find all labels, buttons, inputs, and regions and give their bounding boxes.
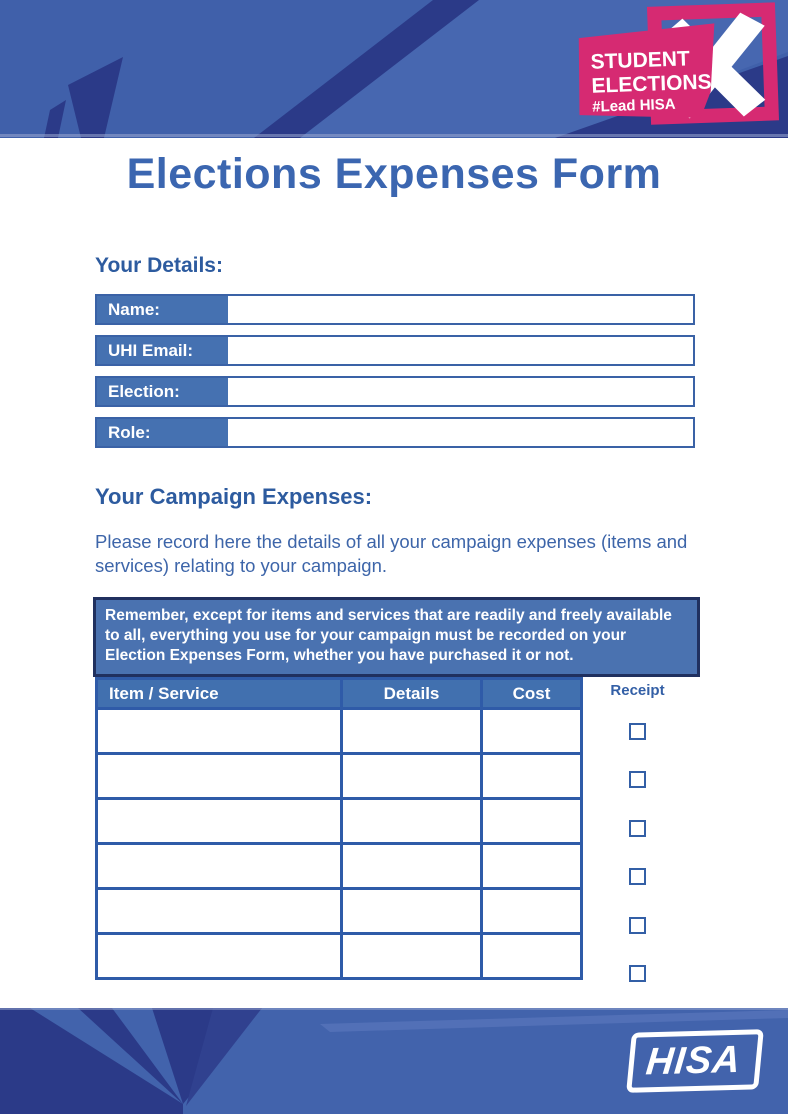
expenses-reminder-box: Remember, except for items and services that are readily and freely available to all, everything you use for your campaign must be recorded on your Election Expenses Form, whether you have purchased it or not.: [93, 597, 700, 677]
field-label-name: Name:: [97, 296, 228, 323]
field-label-uhi-email: UHI Email:: [97, 337, 228, 364]
receipt-column-header: Receipt: [610, 682, 665, 699]
expense-cell-details[interactable]: [342, 934, 482, 979]
receipt-checkbox[interactable]: [629, 820, 646, 837]
expense-cell-details[interactable]: [342, 754, 482, 799]
expenses-intro-text: Please record here the details of all your campaign expenses (items and services) relating to your campaign.: [95, 531, 688, 576]
receipt-checkbox[interactable]: [629, 771, 646, 788]
expense-cell-item-service[interactable]: [97, 889, 342, 934]
expense-cell-cost[interactable]: [482, 934, 582, 979]
expense-row: [97, 709, 582, 754]
column-header-details: Details: [342, 679, 482, 709]
expense-cell-item-service[interactable]: [97, 754, 342, 799]
receipt-checkbox[interactable]: [629, 723, 646, 740]
column-header-cost: Cost: [482, 679, 582, 709]
expense-cell-item-service[interactable]: [97, 799, 342, 844]
expense-cell-cost[interactable]: [482, 799, 582, 844]
logo-text-student: STUDENT: [590, 47, 691, 74]
expense-cell-details[interactable]: [342, 799, 482, 844]
expense-cell-details[interactable]: [342, 844, 482, 889]
expense-cell-item-service[interactable]: [97, 709, 342, 754]
expense-cell-cost[interactable]: [482, 709, 582, 754]
expenses-table-header: [97, 679, 582, 709]
logo-pink-banner-group: [576, 23, 717, 122]
logo-text-elections: ELECTIONS: [591, 70, 712, 98]
expense-cell-details[interactable]: [342, 709, 482, 754]
receipt-checkbox[interactable]: [629, 868, 646, 885]
uhi-email-input[interactable]: [228, 337, 693, 364]
election-input[interactable]: [228, 378, 693, 405]
name-input[interactable]: [228, 296, 693, 323]
expense-cell-cost[interactable]: [482, 754, 582, 799]
banner-bottom-edge: [0, 134, 788, 137]
field-row-election: [95, 376, 695, 407]
expense-cell-item-service[interactable]: [97, 934, 342, 979]
expense-cell-cost[interactable]: [482, 844, 582, 889]
expense-row: [97, 799, 582, 844]
logo-text-tagline: #Lead HISA: [591, 95, 676, 116]
receipt-checkbox-column: [628, 707, 646, 998]
expenses-table-body: [97, 709, 582, 979]
footer-top-edge: [0, 1008, 788, 1010]
role-input[interactable]: [228, 419, 693, 446]
hisa-logo-text: HISA: [644, 1038, 743, 1084]
receipt-checkbox[interactable]: [629, 965, 646, 982]
expense-row: [97, 844, 582, 889]
field-row-role: [95, 417, 695, 448]
receipt-checkbox[interactable]: [629, 917, 646, 934]
expense-cell-details[interactable]: [342, 889, 482, 934]
expense-row: [97, 889, 582, 934]
field-label-election: Election:: [97, 378, 228, 405]
hisa-logo: [626, 1029, 764, 1093]
expense-row: [97, 934, 582, 979]
field-label-role: Role:: [97, 419, 228, 446]
expense-cell-cost[interactable]: [482, 889, 582, 934]
page-title: Elections Expenses Form: [126, 150, 662, 198]
expenses-table: [95, 677, 583, 980]
expenses-heading: Your Campaign Expenses:: [95, 484, 373, 509]
field-row-uhi-email: [95, 335, 695, 366]
expense-cell-item-service[interactable]: [97, 844, 342, 889]
field-row-name: [95, 294, 695, 325]
expense-row: [97, 754, 582, 799]
details-heading: Your Details:: [95, 254, 223, 277]
column-header-item-service: Item / Service: [97, 679, 342, 709]
header-banner: [0, 0, 788, 138]
